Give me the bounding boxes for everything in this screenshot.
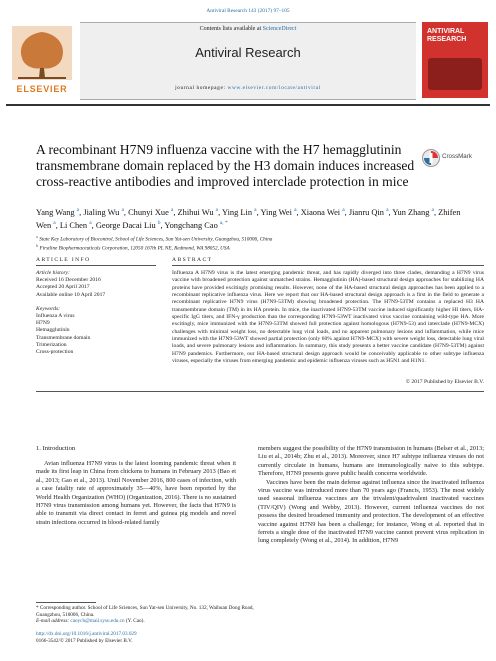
author-affiliation-marker[interactable]: b: [157, 220, 161, 227]
author[interactable]: [349, 208, 389, 217]
author-name[interactable]: George Dacai Liu: [95, 221, 156, 231]
cover-image: [428, 58, 482, 90]
article-title: A recombinant H7N9 influenza vaccine with the H7 hemagglutinin transmembrane domain replaced by the H3 domain induces increased cross-reactive antibodies and improved interclade protection in mice: [36, 142, 415, 189]
author-name[interactable]: Ying Lin: [222, 207, 253, 217]
author-affiliation-marker[interactable]: a: [342, 207, 345, 213]
author[interactable]: [222, 208, 257, 217]
keyword: H7N9: [36, 320, 50, 327]
abstract-rule: [172, 265, 484, 266]
author-name[interactable]: Yang Wang: [36, 207, 75, 217]
author-name[interactable]: Jialing Wu: [83, 207, 120, 217]
author-affiliation-marker[interactable]: a: [294, 207, 297, 213]
doi-block: [36, 631, 256, 644]
affiliation-a-marker: a: [36, 234, 38, 239]
author-affiliation-marker[interactable]: a: [431, 207, 434, 213]
author[interactable]: [392, 208, 434, 217]
author-name[interactable]: Chunyi Xue: [128, 207, 169, 217]
keyword: Hemagglutinin: [36, 327, 70, 334]
author-affiliation-marker[interactable]: a: [76, 207, 80, 213]
author-affiliation-marker[interactable]: a: [170, 207, 174, 213]
author-list: Yang Wang $^a$, Jialing Wu $^a$, Chunyi Xue $^a$, Zhihui Wu $^a$, Ying Lin $^a$, Ying Wei $^a$, Xiaona Wei $^a$, Jianru Qin $^a$, Yun Zhang $^a$, Zhifen Wen $^a$, Li Chen $^a$, George Dacai Liu $^b$, Yongchang Cao $^{a, *}$: [36, 207, 461, 231]
header-rule: [6, 104, 490, 106]
crossmark-badge[interactable]: [422, 148, 478, 168]
article-info-rule: [36, 265, 156, 266]
sciencedirect-link[interactable]: ScienceDirect: [262, 26, 297, 32]
intro-column-2: [258, 445, 484, 546]
footnote-email-line: [36, 618, 256, 625]
affiliation-b-text: Firstline Biopharmaceuticals Corporation, 12050 167th PL NE, Redmond, WA 98052, USA: [39, 246, 230, 253]
author-name[interactable]: Jianru Qin: [348, 207, 384, 217]
accepted-date: Accepted 20 April 2017: [36, 284, 90, 291]
email-label: E-mail address:: [36, 618, 71, 625]
journal-reference[interactable]: Antiviral Research 143 (2017) 97–105: [206, 8, 290, 14]
author[interactable]: [260, 208, 296, 217]
cover-title: ANTIVIRAL RESEARCH: [427, 28, 467, 43]
email-link[interactable]: caoych@mail.sysu.edu.cn: [70, 618, 125, 625]
intro-column-1: Avian influenza H7N9 virus is the latest looming pandemic threat when it made its first leap in China from chickens to humans in February 2013 (Bao et al., 2013; Gao et al., 2013). Until November 2016, 800 cases of infection, with a case fatality rate of approximately 35—40%, have been reported by the World Health Organization (WHO) (Organization, 2016). There is no sustained H7N9 virus transmission among humans yet. However, the facts that H7N9 is able to transmit via direct contact in ferret and guinea pig models and novel strain infections occurred in blood-related family: [36, 460, 236, 526]
keywords-label: Keywords:: [36, 305, 61, 312]
keyword: Influenza A virus: [36, 313, 75, 320]
contents-line: [80, 26, 416, 32]
corresponding-author-footnote: [36, 605, 256, 625]
affiliation-b: [36, 243, 476, 252]
homepage-link[interactable]: www.elsevier.com/locate/antiviral: [227, 85, 321, 91]
author-affiliation-marker[interactable]: a: [89, 220, 92, 227]
homepage-line: [80, 85, 416, 91]
affiliation-a-text: State Key Laboratory of Biocontrol, School of Life Sciences, Sun Yat-sen University, Guangzhou, 510006, China: [39, 236, 273, 243]
article-info-heading: ARTICLE INFO: [36, 257, 91, 263]
keyword: Cross-protection: [36, 349, 74, 356]
author-name[interactable]: Ying Wei: [260, 207, 292, 217]
author-affiliation-marker[interactable]: a, *: [219, 220, 228, 227]
homepage-prefix: journal homepage:: [175, 85, 228, 91]
elsevier-logo: [6, 22, 78, 98]
author-name[interactable]: Yun Zhang: [392, 207, 430, 217]
keyword: Trimerization: [36, 341, 67, 348]
author-name[interactable]: Zhihui Wu: [177, 207, 214, 217]
abstract-heading: ABSTRACT: [172, 257, 213, 263]
intro-paragraph: Vaccines have been the main defense against influenza since the inactivated influenza virus vaccine was introduced more than 70 years ago (Francis, 1953). The most widely used seasonal influenza vaccines are the trivalent/quadrivalent inactivated vaccines (TIV/QIV) (Wong and Webby, 2013). However, current influenza vaccines do not possess the desired broadened immunity and protection. The development of an effective vaccine against H7N9 has been a challenge; for instance, Wong et al. reported that in ferrets a single dose of the inactivated H7N9 vaccine cannot prevent virus replication in lung completely (Wong et al., 2014). In addition, H7N9: [258, 478, 484, 545]
author-affiliation-marker[interactable]: a: [53, 220, 56, 227]
abstract-end-rule: [36, 391, 484, 392]
affiliations: [36, 234, 476, 253]
publisher-name: ELSEVIER: [16, 84, 68, 94]
doi-link[interactable]: http://dx.doi.org/10.1016/j.antiviral.2017.03.029: [36, 631, 137, 637]
author[interactable]: [36, 208, 79, 217]
journal-name: Antiviral Research: [195, 45, 301, 60]
author[interactable]: [83, 208, 124, 217]
author-affiliation-marker[interactable]: a: [215, 207, 219, 213]
affiliation-b-marker: b: [36, 243, 39, 249]
keyword: Transmembrane domain: [36, 334, 91, 341]
footnote-address: * Corresponding author. School of Life Sciences, Sun Yat-sen University, No. 132, Waihuan Dong Road, Guangzhou, 510006, China.: [36, 605, 254, 618]
author-affiliation-marker[interactable]: a: [121, 207, 124, 213]
affiliation-a: [36, 234, 476, 243]
author-name[interactable]: Xiaona Wei: [300, 207, 341, 217]
footnote-rule: [36, 602, 96, 603]
author-affiliation-marker[interactable]: a: [386, 207, 389, 213]
history-label: Article history:: [36, 270, 71, 276]
author[interactable]: [128, 208, 173, 217]
article-info: [36, 270, 156, 356]
abstract-copyright: © 2017 Published by Elsevier B.V.: [405, 379, 484, 385]
intro-paragraph: members suggest the possibility of the H7N9 transmission in humans (Belser et al., 2013; Liu et al., 2014b; Zhu et al., 2013). Moreover, since H7 subtype influenza viruses do not currently circulate in humans, humans are immunologically naive to this subtype. Therefore, H7N9 presents grave public health concerns worldwide.: [258, 445, 484, 478]
email-suffix: (Y. Cao).: [124, 618, 145, 625]
author[interactable]: [60, 221, 92, 230]
contents-prefix: Contents lists available at: [199, 26, 263, 32]
received-date: Received 16 December 2016: [36, 277, 101, 284]
journal-header: [80, 22, 416, 100]
author-name[interactable]: Zhifen Wen: [36, 207, 461, 231]
author[interactable]: [164, 221, 227, 230]
crossmark-label: CrossMark: [442, 153, 472, 160]
crossmark-icon: [422, 149, 440, 167]
author-affiliation-marker[interactable]: a: [254, 207, 257, 213]
author[interactable]: [178, 208, 219, 217]
online-date: Available online 10 April 2017: [36, 291, 106, 298]
journal-cover[interactable]: [422, 22, 488, 98]
author-name[interactable]: Li Chen: [59, 221, 88, 231]
author[interactable]: [301, 208, 345, 217]
section-heading-introduction: 1. Introduction: [36, 445, 76, 452]
author-name[interactable]: Yongchang Cao: [164, 221, 218, 231]
abstract-text: Influenza A H7N9 virus is the latest emerging pandemic threat, and has rapidly diverged into three clades, demanding a H7N9 virus vaccine with broadened protection against unmatched strains. Hemagglutinin (HA)-based structural design approaches for stabilizing HA proteins have provided excitingly promising results. However, none of the HA-based structural design approaches has been applied to a recombinant replicative influenza virus. Here we report that our HA-based structural design approach is a first in the field to generate a recombinant replicative H7N9 virus (H7N9-53TM) showing broadened protection. The H7N9-53TM contains a replaced H3 HA transmembrane domain (TM) in its HA protein. In mice, the inactivated H7N9-53TM vaccine induced significantly higher HI titers, HA-specific IgG titers, and IFN-γ production than the corresponding H7N9-53WT inactivated virus vaccine containing wild-type HA. More excitingly, mice immunized with the H7N9-53TM showed full protection against homologous (H7N9-53) and interclade (H7N9-MCX) challenges with minimal weight loss, no detectable lung viral loads, and no apparent pulmonary lesions and inflammation, while mice immunized with the H7N9-53WT showed partial protection (only 60% against H7N9-MCX) with severe weight loss, detectable lung viral loads, and severe pulmonary lesions and inflammation. In summary, this study presents a better vaccine candidate (H7N9-53TM) against H7N9 pandemics. Furthermore, our HA-based structural design approach would be conceivably applicable to other subtype influenza viruses, especially the viruses from emerging pandemic and epidemic influenza viruses such as H5N1 and H1N1.: [172, 270, 484, 365]
issn-line: 0166-3542/© 2017 Published by Elsevier B.V.: [36, 637, 133, 644]
author[interactable]: [96, 221, 161, 230]
